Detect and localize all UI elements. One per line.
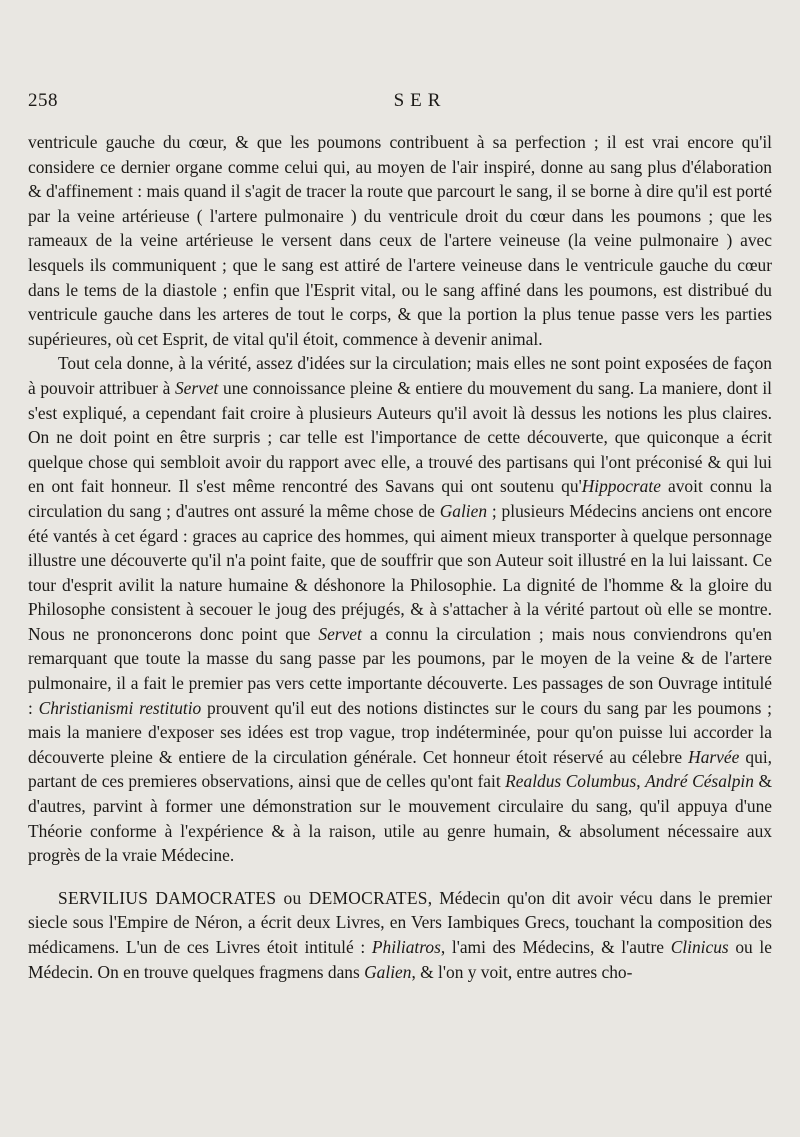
paragraph-continuation: ventricule gauche du cœur, & que les poumons contribuent à sa perfection ; il est vrai encore qu'il considere ce dernier organe comme celui qui, au moyen de l'air inspiré, donne au sang plus d'élaboration & d'affinement : mais quand il s'agit de tracer la route que parcourt le sang, il se borne à dire qu'il est porté par la veine artérieuse ( l'artere pulmonaire ) du ventricule droit du cœur dans les poumons ; que les rameaux de la veine artérieuse le versent dans ceux de l'artere veineuse (la veine pulmonaire ) avec lesquels ils communiquent ; que le sang est attiré de l'artere veineuse dans le ventricule gauche du cœur dans le tems de la diastole ; enfin que l'Esprit vital, ou le sang affiné dans les poumons, est distribué du ventricule gauche dans les arteres de tout le corps, & que la portion la plus tenue passe vers les parties supérieures, où cet Esprit, de vital qu'il étoit, commence à devenir animal. bbox=[28, 132, 772, 349]
text-span: Médecin qu'on dit avoir vécu dans le premier siecle sous l'Empire de Néron, a écrit deux Livres, en Vers Iambiques Grecs, touchant la composition des médicamens. L'un de ces Livres étoit intitulé : bbox=[28, 887, 772, 957]
entry-heading: SERVILIUS DAMOCRATES ou DEMOCRATES, bbox=[58, 887, 433, 908]
text-span: , bbox=[636, 771, 646, 792]
running-head: SER bbox=[393, 90, 447, 111]
text-span: Tout cela donne, à la vérité, assez d'idées sur la circulation; mais elles ne sont point exposées de façon à pouvoir attribuer à bbox=[28, 353, 772, 398]
page-number: 258 bbox=[28, 90, 58, 111]
text-span: , l'ami des Médecins, & l'autre bbox=[440, 937, 671, 957]
text-span: a connu la circulation ; mais nous conviendrons qu'en remarquant que toute la masse du sang passe par les poumons, par le moyen de la veine & de l'artere pulmonaire, il a fait le premier pas vers cette importante découverte. Les passages de son Ouvrage intitulé : bbox=[28, 623, 772, 718]
book-title: Clinicus bbox=[670, 937, 729, 957]
name-realdus: Realdus Columbus bbox=[505, 771, 637, 792]
text-span: prouvent qu'il eut des notions distinctes sur le cours du sang par les poumons ; mais la maniere d'exposer ses idées est trop vague, trop indéterminée, pour qu'on puisse lui accorder la découverte pleine & entiere de la circulation générale. Cet honneur étoit réservé au célebre bbox=[28, 697, 772, 767]
book-title: Christianismi restitutio bbox=[38, 697, 202, 718]
page-header bbox=[28, 90, 772, 120]
text-span: une connoissance pleine & entiere du mouvement du sang. La maniere, dont il s'est expliqué, a cependant fait croire à plusieurs Auteurs qu'il avoit là dessus les notions les plus claires. On ne doit point en être surpris ; car telle est l'importance de cette découverte, que quiconque a écrit quelque chose qui sembloit avoir du rapport avec elle, a trouvé des partisans qui l'ont préconisé & qui lui en ont fait honneur. Il s'est même rencontré des Savans qui ont soutenu qu' bbox=[28, 377, 772, 497]
text-span: qui, partant de ces premieres observations, ainsi que de celles qu'ont fait bbox=[28, 746, 772, 792]
name-servet: Servet bbox=[174, 377, 219, 398]
name-galien: Galien bbox=[439, 500, 488, 521]
text-span: & d'autres, parvint à former une démonstration sur le mouvement circulaire du sang, qu'il appuya d'une Théorie conforme à l'expérience & à la raison, utile au genre humain, & absolument nécessaire aux progrès de la vraie Médecine. bbox=[28, 771, 772, 866]
name-hippocrate: Hippocrate bbox=[581, 476, 661, 497]
name-harvee: Harvée bbox=[688, 746, 740, 767]
text-span: , & l'on y voit, entre autres cho- bbox=[411, 961, 633, 982]
book-title: Philiatros bbox=[371, 937, 441, 957]
name-servet: Servet bbox=[318, 623, 362, 644]
text-span: ; plusieurs Médecins anciens ont encore été vantés à cet égard : graces au caprice des hommes, qui aiment mieux transporter à quelque personnage illustre une découverte qu'il n'a point faite, que de souffrir que son Auteur soit illustré en la lui laissant. Ce tour d'esprit avilit la nature humaine & déshonore la Philosophie. La dignité de l'homme & la gloire du Philosophe consistent à secouer le joug des préjugés, & à s'attacher à la vérité partout où elle se montre. Nous ne prononcerons donc point que bbox=[28, 500, 773, 644]
name-galien: Galien bbox=[364, 961, 412, 982]
body-text bbox=[28, 130, 772, 984]
text-span: ou le Médecin. On en trouve quelques fragmens dans bbox=[28, 937, 772, 982]
name-cesalpin: André Césalpin bbox=[645, 771, 754, 792]
text-span: avoit connu la circulation du sang ; d'autres ont assuré la même chose de bbox=[28, 476, 772, 521]
paragraph-circulation bbox=[28, 351, 772, 867]
entry-servilius bbox=[28, 886, 772, 984]
